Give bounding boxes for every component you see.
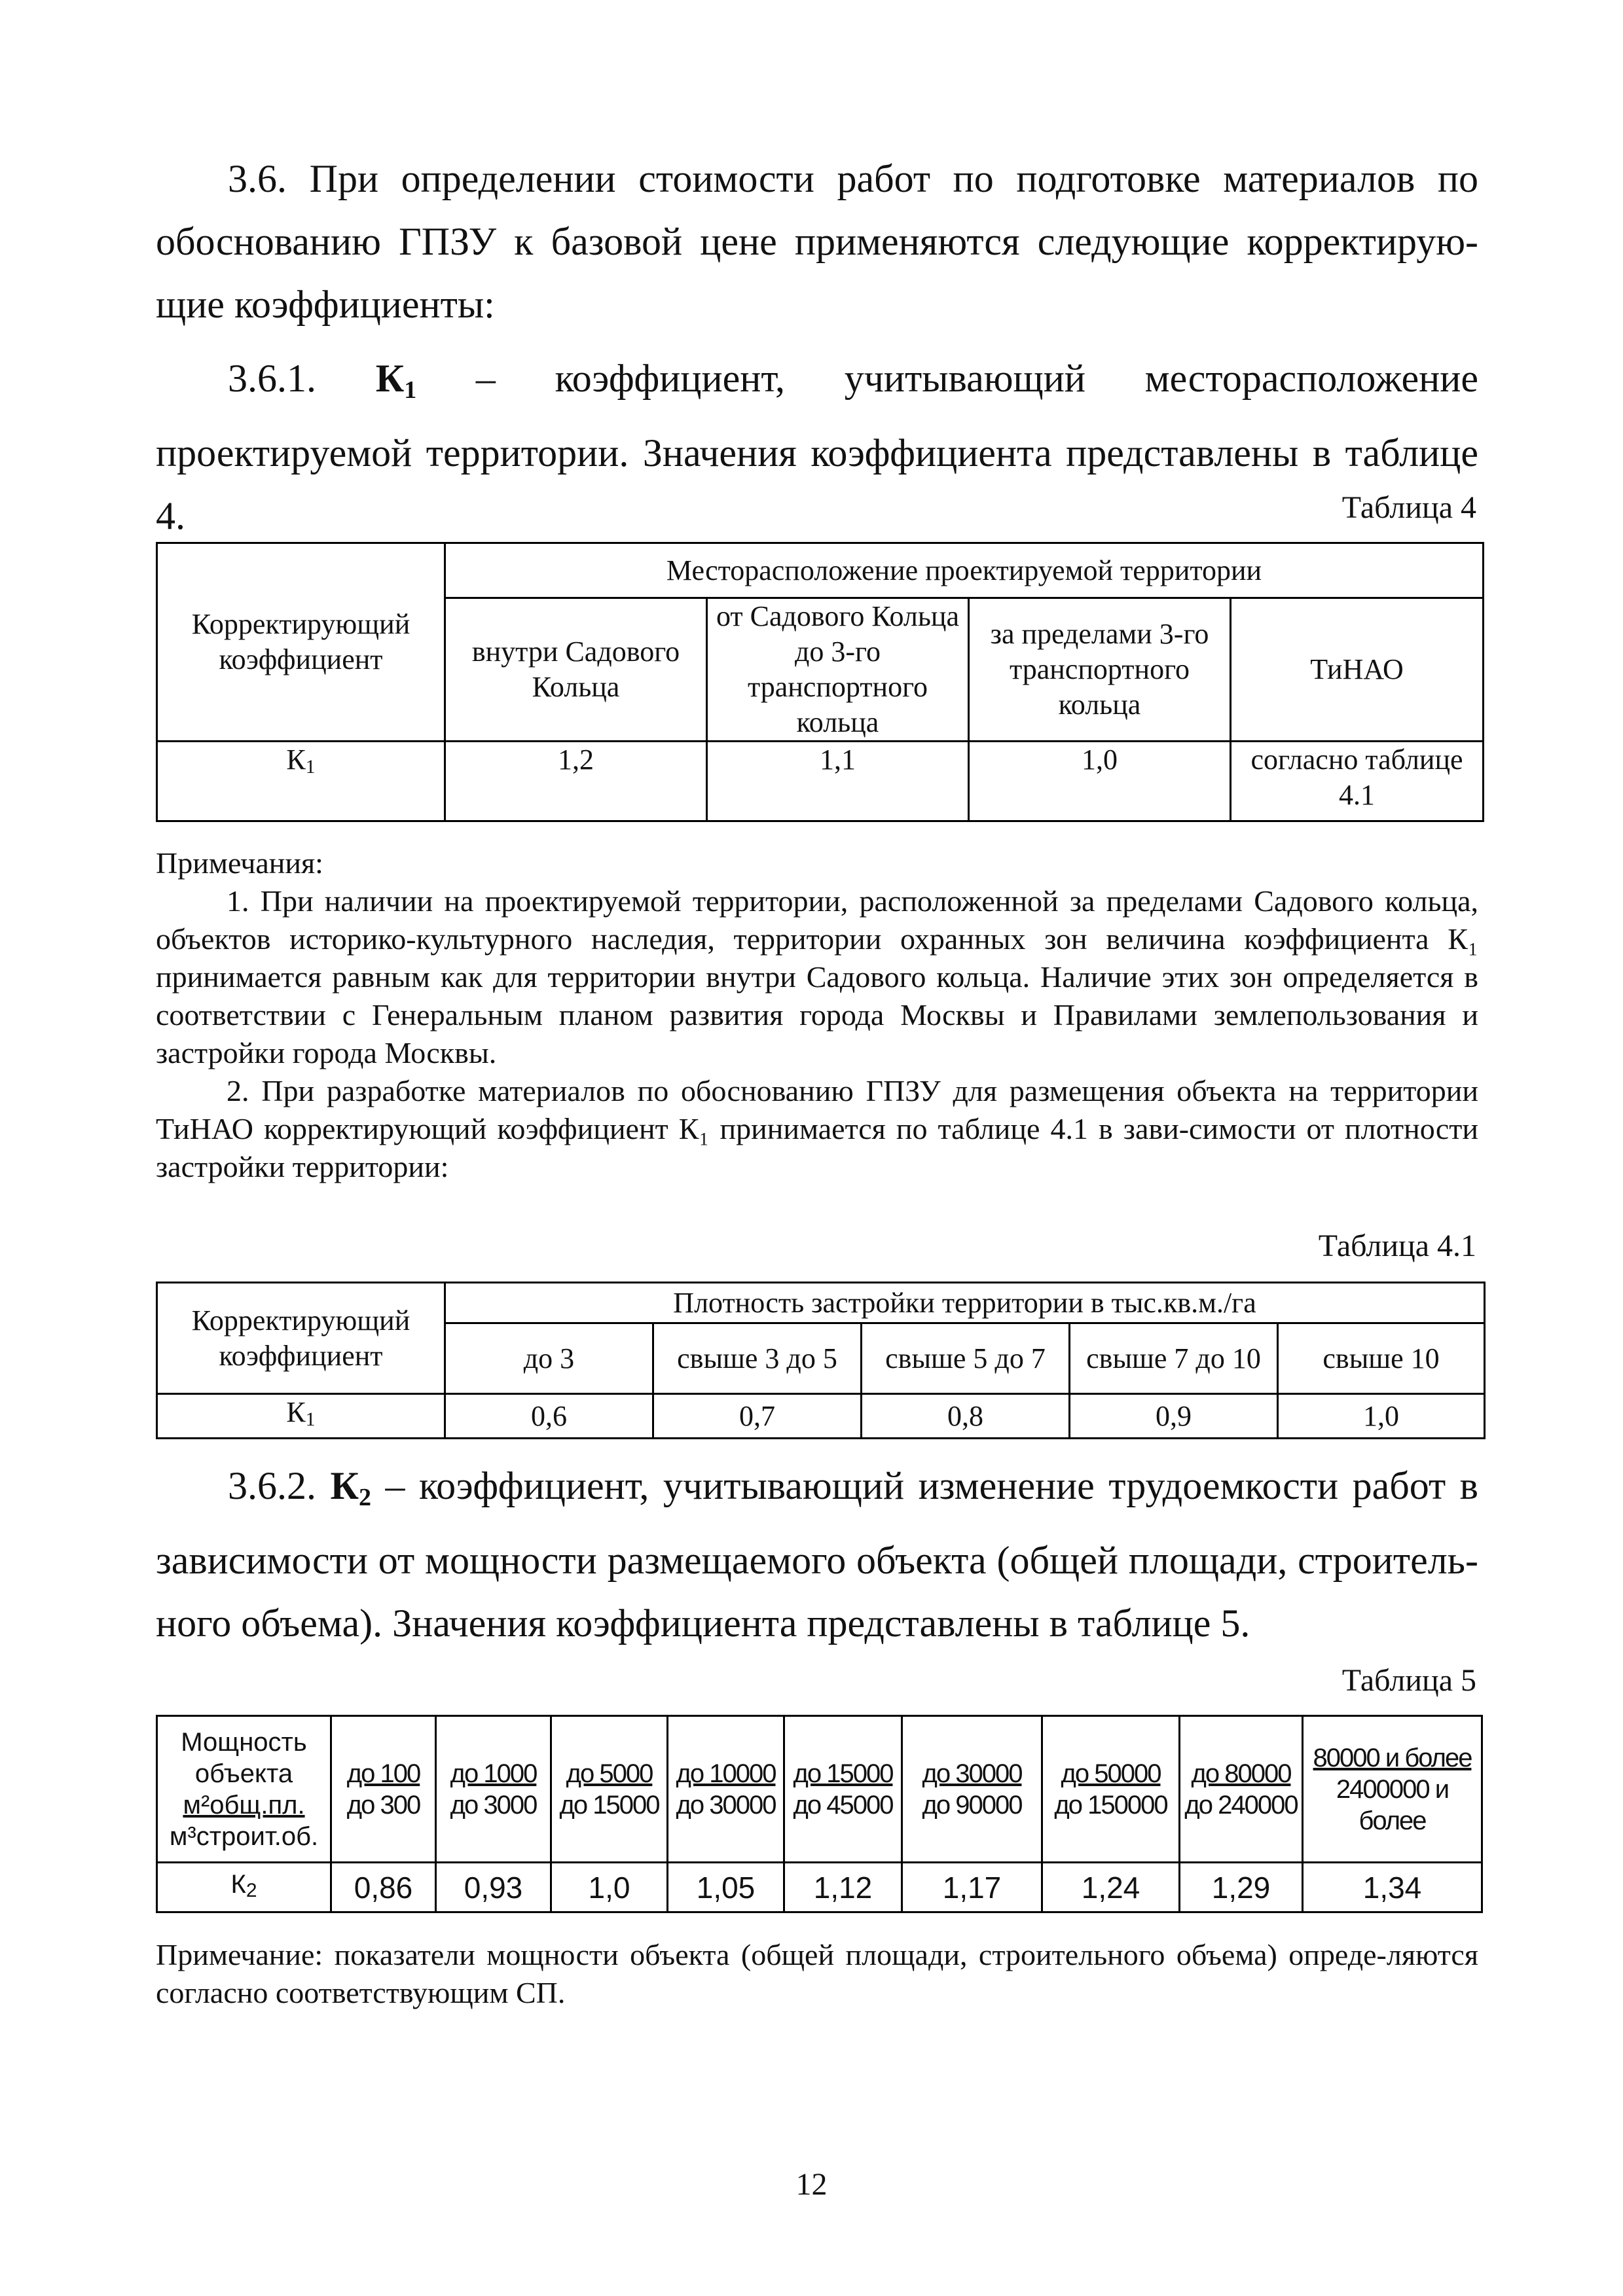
table-5-cell: 1,34 — [1303, 1863, 1482, 1912]
table-4-1-cell: 0,9 — [1070, 1394, 1278, 1439]
table-4-row-header: Корректирующий коэффициент — [157, 543, 445, 742]
table-5-column-header: до 15000 до 45000 — [784, 1716, 902, 1863]
table-5-cell: 1,29 — [1180, 1863, 1303, 1912]
table-4-1-cell: 0,8 — [862, 1394, 1070, 1439]
paragraph-number: 3.6.2. — [228, 1464, 316, 1507]
table-5-cell: 1,05 — [668, 1863, 784, 1912]
table-5-column-header: до 5000 до 15000 — [551, 1716, 668, 1863]
table-5-cell: 0,93 — [436, 1863, 551, 1912]
table-4-1-caption: Таблица 4.1 — [1318, 1229, 1476, 1263]
table-5-row-header: Мощность объекта м²общ.пл. м³строит.об. — [157, 1716, 331, 1863]
table-5-column-header: до 1000 до 3000 — [436, 1716, 551, 1863]
paragraph-number: 3.6. — [228, 157, 287, 200]
table-4-1-row-header: Корректирующий коэффициент — [157, 1283, 445, 1394]
table-5-caption: Таблица 5 — [1341, 1663, 1476, 1698]
table-4 — [156, 542, 1484, 822]
table-4-1-cell: 1,0 — [1278, 1394, 1485, 1439]
paragraph-3-6-2 — [156, 1454, 1478, 1655]
table-4-1-row-label: $К_1$ — [157, 1394, 445, 1439]
page-number: 12 — [795, 2167, 828, 2202]
table-4-1-column-header: до 3 — [445, 1323, 653, 1394]
paragraph-3-6-1 — [156, 347, 1478, 547]
table-4-caption: Таблица 4 — [1341, 490, 1476, 525]
table-4-row-label: $К_1$ — [157, 742, 445, 821]
table-4-notes — [156, 844, 1478, 1186]
table-4-cell: согласно таблице 4.1 — [1231, 742, 1484, 821]
table-4-cell: 1,0 — [969, 742, 1231, 821]
table-4-1-cell: 0,6 — [445, 1394, 653, 1439]
table-5-column-header: до 80000 до 240000 — [1180, 1716, 1303, 1863]
paragraph-text: При определении стоимости работ по подготовке материалов по обоснованию ГПЗУ к базовой цене применяются следующие корректирую-щие коэффициенты: — [156, 157, 1479, 326]
table-4-cell: 1,1 — [707, 742, 969, 821]
table-4-column-header: за пределами 3-го транспортного кольца — [969, 598, 1231, 742]
table-4-1-column-header: свыше 5 до 7 — [862, 1323, 1070, 1394]
table-4-1-group-header: Плотность застройки территории в тыс.кв.м./га — [445, 1283, 1485, 1323]
table-5-column-header: 80000 и более 2400000 и более — [1303, 1716, 1482, 1863]
table-5-note — [156, 1936, 1478, 2012]
coefficient-k2: $К_2$ — [330, 1464, 372, 1511]
table-4-1-column-header: свыше 3 до 5 — [653, 1323, 862, 1394]
table-4-1-column-header: свыше 7 до 10 — [1070, 1323, 1278, 1394]
table-5-column-header: до 10000 до 30000 — [668, 1716, 784, 1863]
table-5-column-header: до 50000 до 150000 — [1042, 1716, 1180, 1863]
note-text: Примечание: показатели мощности объекта (общей площади, строительного объема) опреде-ляются согласно соответствующим СП. — [156, 1938, 1478, 2009]
table-4-column-header: от Садового Кольца до 3-го транспортного кольца — [707, 598, 969, 742]
table-5-column-header: до 30000 до 90000 — [902, 1716, 1042, 1863]
table-4-cell: 1,2 — [445, 742, 707, 821]
notes-title: Примечания: — [156, 846, 323, 880]
table-5-column-header: до 100 до 300 — [331, 1716, 436, 1863]
table-4-1-column-header: свыше 10 — [1278, 1323, 1485, 1394]
paragraph-number: 3.6.1. — [228, 357, 316, 400]
paragraph-text: – коэффициент, учитывающий месторасположение проектируемой территории. Значения коэффициента представлены в таблице 4. — [156, 357, 1478, 537]
table-5-cell: 1,24 — [1042, 1863, 1180, 1912]
table-4-column-header: ТиНАО — [1231, 598, 1484, 742]
note-2: 2. При разработке материалов по обоснованию ГПЗУ для размещения объекта на территории ТиНАО корректирующий коэффициент К₁ принимается по таблице 4.1 в зави-симости от плотности застройки территории: — [156, 1074, 1478, 1183]
table-5-cell: 1,0 — [551, 1863, 668, 1912]
table-5-cell: 0,86 — [331, 1863, 436, 1912]
table-5-cell: 1,12 — [784, 1863, 902, 1912]
table-5-cell: 1,17 — [902, 1863, 1042, 1912]
table-4-column-header: внутри Садового Кольца — [445, 598, 707, 742]
table-4-group-header: Месторасположение проектируемой территории — [445, 543, 1484, 598]
coefficient-k1: $К_1$ — [375, 357, 417, 404]
table-4-1-cell: 0,7 — [653, 1394, 862, 1439]
paragraph-3-6 — [156, 147, 1478, 336]
note-1: 1. При наличии на проектируемой территории, расположенной за пределами Садового кольца, объектов историко-культурного наследия, территории охранных зон величина коэффициента К₁ принимается равным как для территории внутри Садового кольца. Наличие этих зон определяется в соответствии с Генеральным планом развития города Москвы и Правилами землепользования и застройки города Москвы. — [156, 884, 1478, 1069]
table-4-1 — [156, 1282, 1486, 1439]
table-5 — [156, 1715, 1483, 1913]
table-5-row-label: $К_2$ — [157, 1863, 331, 1912]
paragraph-text: – коэффициент, учитывающий изменение трудоемкости работ в зависимости от мощности размещаемого объекта (общей площади, строитель-ного объема). Значения коэффициента представлены в таблице 5. — [156, 1464, 1478, 1645]
